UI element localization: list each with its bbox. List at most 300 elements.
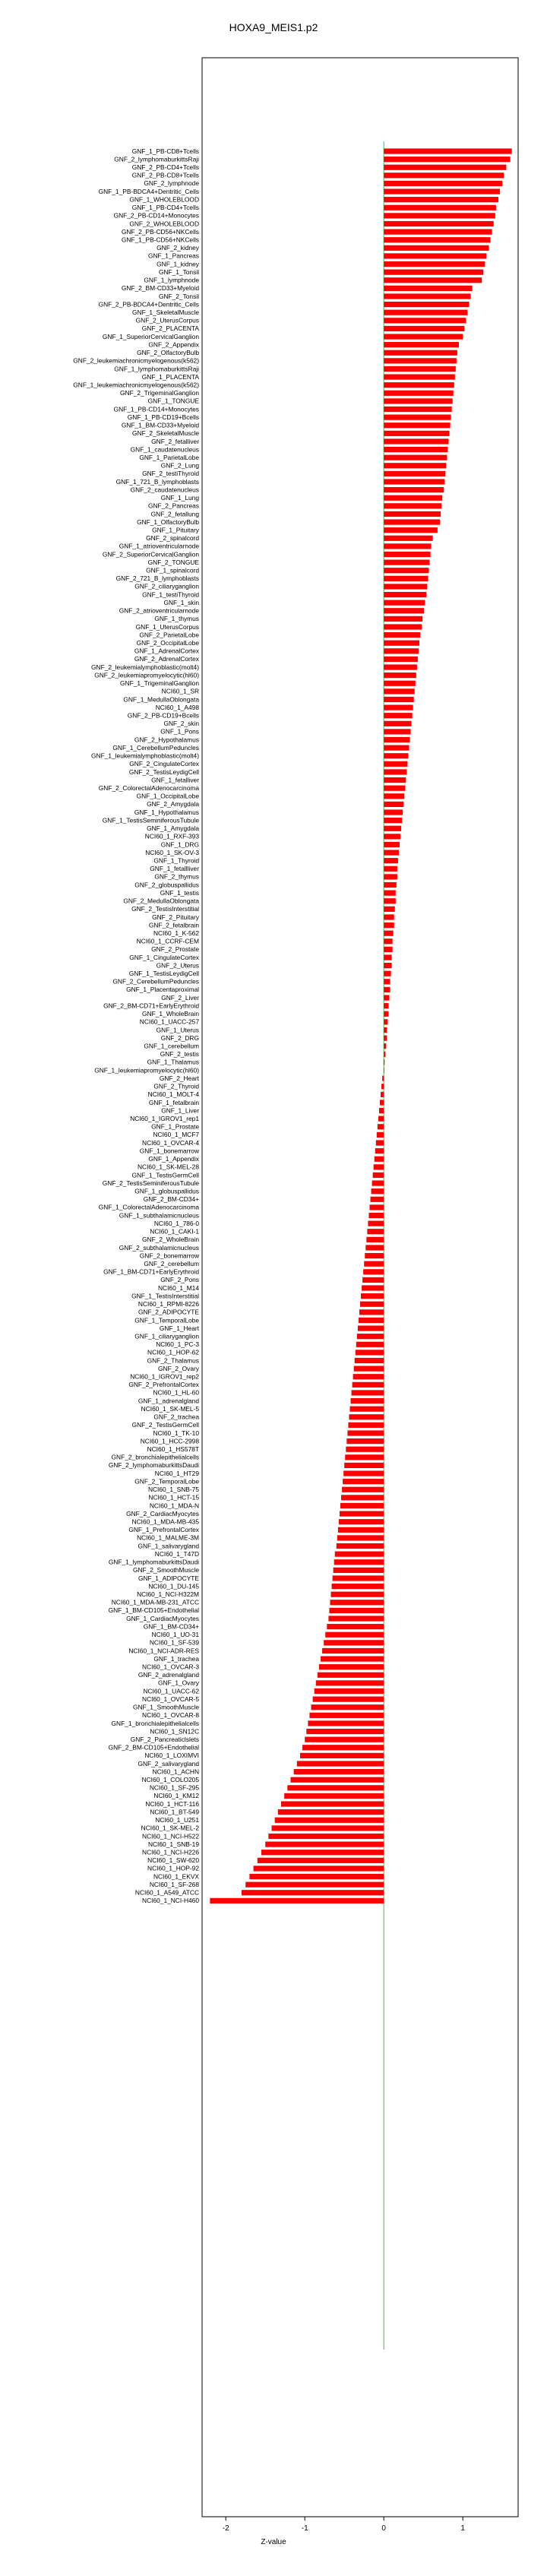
bar — [384, 657, 418, 662]
bar — [384, 495, 442, 501]
category-label: NCI60_1_TK-10 — [153, 1429, 199, 1437]
bar — [297, 1761, 384, 1766]
bar — [290, 1777, 384, 1783]
bar — [384, 422, 450, 428]
bar — [361, 1293, 384, 1299]
bar — [368, 1213, 384, 1218]
category-label: GNF_1_ADIPOCYTE — [138, 1574, 199, 1582]
bar — [384, 205, 496, 210]
bar — [330, 1600, 384, 1605]
category-label: GNF_2_testiThyroid — [142, 470, 199, 478]
category-label: GNF_2_caudatenucleus — [130, 486, 199, 494]
category-label: GNF_1_globuspallidus — [134, 1187, 199, 1195]
category-label: NCI60_1_EKVX — [153, 1872, 199, 1881]
bar — [328, 1616, 384, 1621]
bar — [384, 391, 454, 396]
bar — [368, 1221, 384, 1226]
x-axis — [223, 2517, 466, 2533]
category-label: NCI60_1_HCT-116 — [145, 1799, 199, 1808]
category-label: NCI60_1_MOLT-4 — [147, 1090, 199, 1099]
category-label: NCI60_1_OVCAR-4 — [142, 1138, 199, 1147]
category-label: NCI60_1_T47D — [154, 1549, 199, 1558]
bar — [384, 793, 404, 799]
category-label: GNF_2_Pons — [160, 1276, 199, 1284]
category-label: NCI60_1_RXF-393 — [144, 832, 199, 840]
category-label: GNF_2_PrefrontalCortex — [128, 1381, 199, 1389]
bar — [384, 172, 504, 178]
bar — [377, 1132, 384, 1138]
bar — [369, 1204, 384, 1210]
x-tick-label: 0 — [381, 2524, 386, 2533]
bar — [384, 697, 414, 702]
bar — [340, 1511, 384, 1516]
bar — [324, 1640, 384, 1645]
category-label: NCI60_1_DU-145 — [148, 1582, 199, 1590]
category-label: NCI60_1_UACC-62 — [143, 1687, 199, 1695]
bar — [366, 1237, 384, 1242]
bar — [351, 1398, 384, 1404]
category-label: NCI60_1_SR — [161, 687, 199, 695]
bar — [333, 1575, 384, 1581]
bar — [265, 1842, 384, 1847]
category-label: GNF_2_TONGUE — [147, 558, 199, 566]
bar — [384, 286, 472, 291]
bar — [384, 907, 395, 912]
category-label: NCI60_1_HCT-15 — [148, 1493, 199, 1502]
bar — [384, 664, 417, 669]
category-label: GNF_1_spinalcord — [146, 566, 199, 574]
bar — [356, 1342, 384, 1347]
category-label: GNF_1_BM-CD105+Endothelial — [108, 1606, 199, 1615]
bar — [384, 302, 469, 307]
bar — [357, 1334, 384, 1339]
category-label: GNF_2_SuperiorCervicalGanglion — [102, 550, 199, 559]
category-label: GNF_2_PB-CD19+Bcells — [127, 711, 199, 720]
category-label: GNF_1_ParietalLobe — [139, 453, 199, 461]
bar — [365, 1253, 384, 1258]
bar — [384, 213, 495, 218]
bar — [347, 1430, 384, 1435]
bar — [384, 479, 444, 484]
bar — [375, 1157, 384, 1162]
bar — [384, 737, 409, 742]
category-labels-group — [73, 147, 200, 1904]
bar — [384, 713, 412, 718]
category-label: NCI60_1_NCI-H322M — [137, 1590, 199, 1598]
bar — [384, 914, 394, 919]
category-label: GNF_1_leukemialymphoblastic(molt4) — [91, 752, 199, 760]
bar — [360, 1302, 384, 1307]
bar — [384, 318, 466, 323]
bar — [325, 1632, 384, 1638]
bar — [353, 1374, 384, 1379]
bar — [384, 277, 482, 283]
bar — [384, 552, 430, 557]
bar — [337, 1543, 384, 1549]
bar — [242, 1890, 384, 1895]
category-label: GNF_1_SmoothMuscle — [132, 1703, 199, 1711]
bar — [340, 1503, 384, 1508]
bar — [382, 1076, 384, 1081]
category-label: GNF_2_Tonsil — [158, 292, 199, 300]
bar — [322, 1648, 384, 1654]
category-label: GNF_1_Thalamus — [147, 1058, 199, 1066]
category-label: GNF_2_TestisSeminiferousTubule — [102, 1179, 199, 1187]
category-label: GNF_2_BM-CD105+Endothelial — [108, 1743, 199, 1752]
category-label: GNF_2_leukemialymphoblastic(molt4) — [91, 663, 199, 671]
category-label: GNF_1_TestisInterstitial — [131, 1292, 199, 1300]
category-label: GNF_2_Ovary — [158, 1364, 199, 1372]
category-label: GNF_2_Prostate — [151, 945, 199, 954]
category-label: GNF_1_bonemarrow — [139, 1147, 199, 1155]
category-label: GNF_2_Amygdala — [147, 800, 199, 809]
category-label: GNF_1_leukemiapromyelocytic(hl60) — [94, 1066, 199, 1074]
bar — [384, 503, 441, 508]
category-label: GNF_2_UterusCorpus — [135, 316, 199, 324]
category-label: NCI60_1_RPMI-8226 — [138, 1300, 199, 1309]
category-label: GNF_2_Pituitary — [152, 913, 199, 921]
bar — [349, 1414, 384, 1419]
bar — [327, 1624, 384, 1629]
bars-group — [210, 148, 511, 1904]
category-label: NCI60_1_BT-549 — [150, 1808, 199, 1816]
category-label: GNF_2_fetalliver — [151, 437, 199, 445]
category-label: GNF_2_leukemiapromyelocytic(hl60) — [94, 671, 199, 679]
bar — [384, 455, 447, 460]
bar — [305, 1737, 384, 1742]
x-tick-label: -1 — [301, 2524, 308, 2533]
category-label: GNF_2_Heart — [159, 1074, 199, 1082]
category-label: GNF_1_CingulateCortex — [129, 953, 199, 961]
x-tick-label: 1 — [460, 2524, 465, 2533]
category-label: GNF_1_Pituitary — [152, 526, 199, 534]
category-label: GNF_1_Thyroid — [153, 856, 199, 865]
category-label: NCI60_1_HCC-2998 — [140, 1437, 199, 1445]
category-label: GNF_1_TONGUE — [147, 397, 199, 405]
category-label: NCI60_1_MDA-N — [149, 1502, 199, 1510]
bar — [275, 1818, 384, 1823]
x-axis-label: Z-value — [261, 2538, 286, 2546]
category-label: GNF_1_TemporalLobe — [134, 1316, 199, 1324]
bar — [384, 624, 422, 629]
bar — [384, 584, 427, 589]
bar — [321, 1656, 384, 1661]
bar — [384, 576, 428, 581]
bar — [384, 753, 408, 758]
bar — [384, 431, 449, 436]
category-label: NCI60_1_NCI-H226 — [142, 1848, 199, 1856]
category-label: NCI60_1_LOXIMVI — [144, 1752, 199, 1760]
category-label: GNF_1_PB-CD19+Bcells — [127, 413, 199, 421]
category-label: GNF_2_PB-CD4+Tcells — [131, 163, 199, 172]
category-label: NCI60_1_ACHN — [152, 1767, 199, 1776]
bar — [367, 1229, 384, 1234]
category-label: GNF_1_TestisLeydigCell — [128, 970, 199, 978]
category-label: NCI60_1_MCF7 — [153, 1131, 199, 1139]
category-label: GNF_2_lymphomaburkittsRaji — [114, 155, 199, 163]
bar — [342, 1487, 384, 1492]
category-label: NCI60_1_UACC-257 — [139, 1017, 199, 1026]
bar — [384, 326, 464, 331]
bar — [384, 1019, 387, 1024]
bar — [362, 1277, 384, 1283]
category-label: GNF_1_Pons — [160, 727, 199, 736]
bar — [365, 1245, 384, 1250]
bar — [356, 1350, 384, 1355]
category-label: GNF_1_OccipitalLobe — [136, 792, 199, 800]
bar — [359, 1309, 384, 1315]
category-label: GNF_2_AdrenalCortex — [134, 655, 199, 663]
bar — [384, 608, 424, 613]
bar — [308, 1720, 384, 1726]
bar — [384, 802, 403, 807]
category-label: GNF_2_adrenalgland — [138, 1671, 199, 1679]
bar — [331, 1592, 384, 1597]
category-label: GNF_1_lymphnode — [144, 276, 199, 284]
bar — [352, 1390, 384, 1395]
category-label: GNF_2_WholeBrain — [142, 1236, 199, 1244]
category-label: GNF_1_TestisSeminiferousTubule — [102, 816, 199, 824]
category-label: GNF_1_thymus — [154, 615, 199, 623]
category-label: GNF_1_testiThyroid — [142, 590, 199, 599]
bar — [384, 931, 393, 936]
category-label: GNF_2_globuspallidus — [134, 881, 199, 889]
category-label: NCI60_1_PC-3 — [156, 1340, 199, 1349]
category-label: GNF_2_ColorectalAdenocarcinoma — [98, 783, 199, 792]
category-label: GNF_1_fetallliver — [150, 865, 199, 873]
bar — [384, 310, 467, 315]
category-label: NCI60_1_SF-295 — [149, 1783, 199, 1792]
category-label: GNF_1_DRG — [160, 840, 199, 849]
bar — [294, 1769, 384, 1774]
bar — [384, 704, 413, 710]
bar — [384, 487, 444, 492]
bar — [384, 842, 400, 847]
category-label: GNF_2_skin — [163, 720, 199, 728]
bar — [384, 898, 396, 903]
category-label: GNF_2_PB-CD56+NKCells — [121, 227, 199, 236]
category-label: GNF_1_bronchialepithelialcells — [111, 1719, 199, 1727]
bar — [381, 1092, 384, 1097]
category-label: GNF_1_SuperiorCervicalGanglion — [102, 332, 199, 340]
bar — [287, 1785, 384, 1790]
category-label: GNF_1_cerebellum — [144, 1042, 199, 1050]
category-label: GNF_1_Tonsil — [158, 267, 199, 276]
category-label: GNF_2_Thalamus — [147, 1356, 199, 1365]
bar — [381, 1084, 384, 1089]
category-label: GNF_2_thymus — [154, 872, 199, 881]
bar — [316, 1680, 384, 1685]
category-label: NCI60_1_OVCAR-3 — [142, 1663, 199, 1671]
category-label: GNF_1_PB-CD4+Tcells — [131, 204, 199, 212]
category-label: GNF_1_TestisGermCell — [131, 1171, 199, 1179]
bar — [346, 1438, 384, 1444]
bar — [384, 954, 391, 960]
bar — [384, 334, 463, 339]
bar — [384, 398, 452, 403]
bar — [348, 1422, 384, 1428]
bar — [245, 1882, 384, 1888]
category-label: NCI60_1_SN12C — [150, 1727, 199, 1736]
bar — [384, 947, 392, 952]
category-label: NCI60_1_SW-620 — [147, 1856, 199, 1865]
category-label: GNF_2_trachea — [153, 1413, 199, 1421]
category-label: GNF_1_PB-CD14+Monocytes — [113, 405, 199, 413]
category-label: GNF_2_Hypothalamus — [134, 736, 199, 744]
bar — [318, 1673, 384, 1678]
bar — [384, 786, 405, 791]
bar — [384, 197, 498, 202]
category-label: NCI60_1_A549_ATCC — [134, 1888, 199, 1897]
category-label: GNF_1_subthalamicnucleus — [119, 1211, 199, 1220]
bar — [384, 745, 409, 751]
category-label: GNF_1_PLACENTA — [141, 372, 199, 381]
bar — [384, 438, 448, 444]
category-label: GNF_1_BM-CD34+ — [143, 1622, 199, 1631]
category-label: GNF_1_Lung — [160, 494, 199, 502]
bar — [384, 809, 403, 815]
bar — [384, 721, 411, 726]
bar — [281, 1801, 384, 1806]
category-label: GNF_2_SkeletalMuscle — [132, 429, 199, 438]
category-label: NCI60_1_CCRF-CEM — [136, 937, 199, 945]
category-label: GNF_2_subthalamicnucleus — [119, 1243, 199, 1252]
category-label: GNF_2_fetallung — [150, 510, 199, 518]
bar — [343, 1470, 384, 1476]
category-label: GNF_2_PLACENTA — [141, 324, 199, 333]
category-label: GNF_2_ADIPOCYTE — [138, 1308, 199, 1316]
bar — [384, 616, 422, 622]
category-label: GNF_1_Heart — [159, 1324, 199, 1332]
bar — [258, 1858, 384, 1863]
category-label: GNF_2_fetalbrain — [148, 921, 199, 929]
category-label: GNF_2_PB-CD14+Monocytes — [113, 211, 199, 220]
category-label: NCI60_1_NCI-H460 — [142, 1897, 199, 1905]
category-label: GNF_1_PB-CD56+NKCells — [121, 236, 199, 244]
category-label: GNF_2_MedullaOblongata — [123, 897, 199, 905]
bar — [384, 963, 391, 968]
category-label: GNF_2_OccipitalLobe — [136, 639, 199, 647]
bar — [384, 415, 451, 420]
category-label: NCI60_1_U251 — [155, 1816, 199, 1824]
bar — [384, 407, 451, 412]
bar — [349, 1407, 384, 1412]
bar — [384, 181, 502, 186]
bar — [384, 761, 407, 767]
category-label: NCI60_1_SNB-19 — [147, 1840, 199, 1848]
category-label: GNF_2_bonemarrow — [139, 1252, 199, 1260]
bar — [345, 1454, 384, 1460]
category-label: NCI60_1_HL-60 — [153, 1388, 199, 1397]
category-label: GNF_2_OlfactoryBulb — [137, 349, 199, 357]
bar — [362, 1285, 384, 1290]
bar — [384, 527, 438, 533]
category-label: GNF_1_ciliaryganglion — [134, 1332, 199, 1340]
bar — [384, 511, 441, 517]
bar — [384, 1043, 386, 1049]
category-label: GNF_1_Ovary — [158, 1679, 199, 1687]
bar — [380, 1100, 384, 1105]
bar — [384, 342, 459, 347]
bar — [364, 1261, 384, 1267]
category-label: GNF_2_Thyroid — [153, 1082, 199, 1090]
bar — [375, 1148, 384, 1154]
category-label: GNF_2_leukemiachronicmyelogenous(k562) — [73, 356, 199, 365]
bar — [384, 543, 431, 549]
bar — [384, 938, 392, 944]
category-label: NCI60_1_NCI-ADR-RES — [128, 1647, 199, 1655]
bar — [384, 632, 420, 638]
bar — [384, 874, 397, 879]
bar — [371, 1197, 384, 1202]
bar — [355, 1358, 384, 1363]
category-label: NCI60_1_SK-MEL-5 — [141, 1404, 199, 1413]
bar — [332, 1584, 384, 1589]
bar — [384, 165, 506, 170]
category-label: GNF_2_Liver — [161, 993, 199, 1002]
category-label: GNF_1_AdrenalCortex — [134, 647, 199, 655]
plot-area-frame — [202, 58, 518, 2517]
bar — [384, 818, 402, 823]
bar — [384, 769, 406, 774]
bar — [254, 1866, 384, 1871]
category-label: GNF_1_atrioventricularnode — [119, 542, 199, 550]
bar — [384, 358, 457, 363]
bar — [384, 148, 511, 153]
category-label: GNF_1_trachea — [153, 1654, 199, 1663]
category-label: GNF_2_SmoothMuscle — [132, 1566, 199, 1574]
category-label: GNF_1_Appendix — [148, 1155, 199, 1163]
bar — [384, 293, 470, 299]
bar — [284, 1793, 384, 1799]
bar — [249, 1874, 384, 1879]
category-label: GNF_1_Liver — [161, 1106, 199, 1115]
bar — [306, 1729, 384, 1734]
bar — [311, 1704, 384, 1710]
category-label: NCI60_1_HOP-92 — [147, 1864, 199, 1872]
category-label: GNF_2_TestisInterstitial — [131, 905, 199, 913]
bar — [384, 463, 446, 468]
bar — [384, 560, 429, 565]
category-label: NCI60_1_HT29 — [154, 1469, 199, 1477]
bar — [278, 1809, 384, 1815]
bar — [384, 1027, 387, 1033]
bar — [372, 1188, 384, 1194]
chart-title: HOXA9_MEIS1.p2 — [229, 21, 318, 33]
category-label: GNF_1_lymphomaburkittsRaji — [114, 365, 199, 373]
category-label: GNF_2_Pancreas — [147, 502, 199, 510]
category-label: GNF_2_ciliaryganglion — [134, 582, 199, 590]
bar — [384, 536, 432, 541]
category-label: GNF_2_atrioventricularnode — [119, 606, 199, 615]
bar — [384, 1052, 385, 1057]
category-label: NCI60_1_K-562 — [153, 929, 199, 937]
category-label: GNF_2_DRG — [160, 1033, 199, 1042]
bar — [384, 188, 500, 194]
category-label: GNF_1_Pancreas — [147, 252, 199, 260]
category-label: GNF_2_kidney — [157, 244, 199, 252]
category-label: GNF_2_TestisLeydigCell — [128, 767, 199, 776]
category-label: GNF_2_spinalcord — [146, 534, 199, 543]
bar — [384, 374, 455, 379]
category-label: GNF_2_Pancreaticlslets — [130, 1735, 199, 1743]
category-label: NCI60_1_MDA-MB-231_ATCC — [111, 1598, 199, 1606]
category-label: NCI60_1_SK-OV-3 — [145, 848, 199, 856]
bar — [309, 1713, 384, 1718]
category-label: GNF_1_caudatenucleus — [130, 445, 199, 454]
category-label: NCI60_1_SNB-75 — [147, 1486, 199, 1494]
category-label: GNF_1_721_B_lymphoblasts — [115, 477, 199, 486]
